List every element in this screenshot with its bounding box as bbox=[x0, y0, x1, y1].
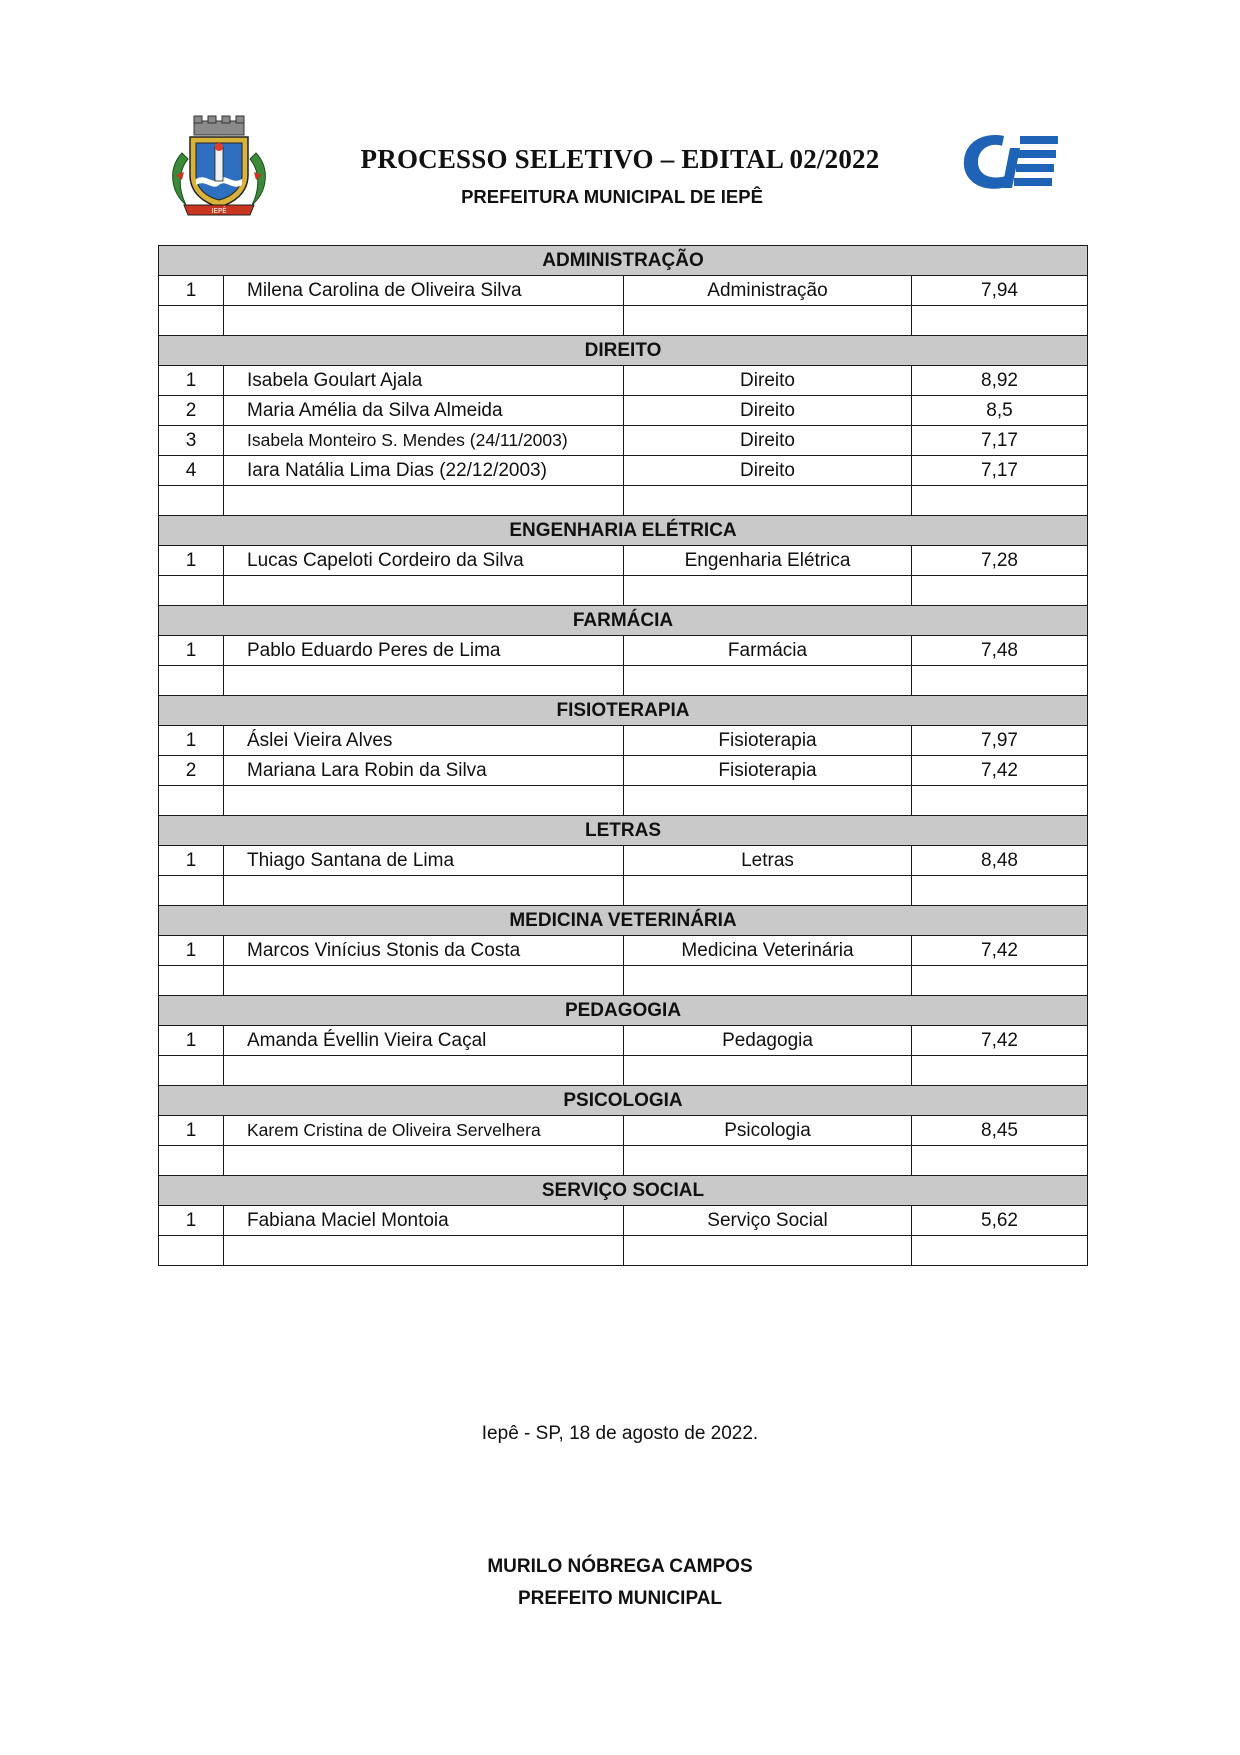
score-cell: 7,97 bbox=[912, 726, 1088, 756]
crest-ribbon-text: IEPÊ bbox=[211, 207, 227, 215]
course-cell: Direito bbox=[624, 366, 912, 396]
section-title: PSICOLOGIA bbox=[159, 1086, 1088, 1116]
name-cell: Thiago Santana de Lima bbox=[224, 846, 624, 876]
empty-cell bbox=[224, 876, 624, 906]
rank-cell: 2 bbox=[159, 756, 224, 786]
empty-cell bbox=[159, 576, 224, 606]
empty-cell bbox=[224, 1056, 624, 1086]
section-title: ENGENHARIA ELÉTRICA bbox=[159, 516, 1088, 546]
table-row bbox=[159, 636, 1088, 666]
empty-cell bbox=[224, 786, 624, 816]
empty-cell bbox=[912, 786, 1088, 816]
score-cell: 7,17 bbox=[912, 426, 1088, 456]
rank-cell: 1 bbox=[159, 546, 224, 576]
empty-cell bbox=[912, 966, 1088, 996]
document-subtitle: PREFEITURA MUNICIPAL DE IEPÊ bbox=[461, 186, 763, 207]
empty-cell bbox=[912, 1056, 1088, 1086]
name-cell: Pablo Eduardo Peres de Lima bbox=[224, 636, 624, 666]
table-row bbox=[159, 726, 1088, 756]
name-cell: Áslei Vieira Alves bbox=[224, 726, 624, 756]
cie-logo-text: CiE bbox=[958, 130, 960, 131]
rank-cell: 1 bbox=[159, 276, 224, 306]
section-header-row bbox=[159, 336, 1088, 366]
signatory-role: PREFEITO MUNICIPAL bbox=[517, 1588, 723, 1609]
empty-cell bbox=[912, 1236, 1088, 1266]
section-title: FISIOTERAPIA bbox=[159, 696, 1088, 726]
name-cell: Mariana Lara Robin da Silva bbox=[224, 756, 624, 786]
section-title: SERVIÇO SOCIAL bbox=[159, 1176, 1088, 1206]
rank-cell: 2 bbox=[159, 396, 224, 426]
empty-cell bbox=[224, 486, 624, 516]
empty-cell bbox=[624, 786, 912, 816]
score-cell: 7,28 bbox=[912, 546, 1088, 576]
score-cell: 8,45 bbox=[912, 1116, 1088, 1146]
course-cell: Medicina Veterinária bbox=[624, 936, 912, 966]
empty-cell bbox=[159, 666, 224, 696]
rank-cell: 1 bbox=[159, 366, 224, 396]
empty-cell bbox=[159, 1146, 224, 1176]
empty-cell bbox=[224, 306, 624, 336]
empty-cell bbox=[912, 666, 1088, 696]
course-cell: Farmácia bbox=[624, 636, 912, 666]
name-cell: Milena Carolina de Oliveira Silva bbox=[224, 276, 624, 306]
section-title: LETRAS bbox=[159, 816, 1088, 846]
empty-cell bbox=[159, 306, 224, 336]
section-header-row bbox=[159, 996, 1088, 1026]
score-cell: 7,94 bbox=[912, 276, 1088, 306]
course-cell: Direito bbox=[624, 396, 912, 426]
empty-cell bbox=[159, 1236, 224, 1266]
results-table bbox=[158, 245, 1088, 1266]
empty-row bbox=[159, 486, 1088, 516]
empty-cell bbox=[224, 966, 624, 996]
section-header-row bbox=[159, 1176, 1088, 1206]
empty-cell bbox=[624, 876, 912, 906]
score-cell: 7,42 bbox=[912, 936, 1088, 966]
rank-cell: 3 bbox=[159, 426, 224, 456]
score-cell: 8,48 bbox=[912, 846, 1088, 876]
table-row bbox=[159, 936, 1088, 966]
empty-cell bbox=[224, 1236, 624, 1266]
empty-cell bbox=[624, 576, 912, 606]
empty-cell bbox=[624, 966, 912, 996]
score-cell: 8,92 bbox=[912, 366, 1088, 396]
table-row bbox=[159, 276, 1088, 306]
name-cell: Lucas Capeloti Cordeiro da Silva bbox=[224, 546, 624, 576]
score-cell: 8,5 bbox=[912, 396, 1088, 426]
empty-cell bbox=[912, 576, 1088, 606]
empty-row bbox=[159, 1146, 1088, 1176]
score-cell: 7,48 bbox=[912, 636, 1088, 666]
empty-cell bbox=[159, 876, 224, 906]
table-row bbox=[159, 396, 1088, 426]
course-cell: Fisioterapia bbox=[624, 756, 912, 786]
rank-cell: 4 bbox=[159, 456, 224, 486]
table-row bbox=[159, 1026, 1088, 1056]
results-table-body bbox=[159, 246, 1088, 1266]
course-cell: Psicologia bbox=[624, 1116, 912, 1146]
rank-cell: 1 bbox=[159, 1116, 224, 1146]
name-cell: Maria Amélia da Silva Almeida bbox=[224, 396, 624, 426]
empty-row bbox=[159, 666, 1088, 696]
section-header-row bbox=[159, 246, 1088, 276]
empty-cell bbox=[224, 1146, 624, 1176]
table-row bbox=[159, 546, 1088, 576]
empty-row bbox=[159, 786, 1088, 816]
section-header-row bbox=[159, 906, 1088, 936]
name-cell: Iara Natália Lima Dias (22/12/2003) bbox=[224, 456, 624, 486]
empty-cell bbox=[159, 486, 224, 516]
rank-cell: 1 bbox=[159, 636, 224, 666]
section-header-row bbox=[159, 696, 1088, 726]
table-row bbox=[159, 366, 1088, 396]
section-title: ADMINISTRAÇÃO bbox=[159, 246, 1088, 276]
empty-cell bbox=[624, 666, 912, 696]
course-cell: Serviço Social bbox=[624, 1206, 912, 1236]
empty-cell bbox=[159, 786, 224, 816]
empty-cell bbox=[912, 876, 1088, 906]
empty-cell bbox=[624, 1056, 912, 1086]
empty-row bbox=[159, 306, 1088, 336]
table-row bbox=[159, 1116, 1088, 1146]
name-cell: Fabiana Maciel Montoia bbox=[224, 1206, 624, 1236]
score-cell: 7,42 bbox=[912, 1026, 1088, 1056]
empty-cell bbox=[224, 576, 624, 606]
empty-cell bbox=[912, 486, 1088, 516]
empty-row bbox=[159, 1236, 1088, 1266]
course-cell: Pedagogia bbox=[624, 1026, 912, 1056]
table-row bbox=[159, 426, 1088, 456]
rank-cell: 1 bbox=[159, 1026, 224, 1056]
empty-cell bbox=[159, 1056, 224, 1086]
name-cell: Karem Cristina de Oliveira Servelhera bbox=[224, 1116, 624, 1146]
empty-row bbox=[159, 966, 1088, 996]
course-cell: Direito bbox=[624, 426, 912, 456]
document-title: PROCESSO SELETIVO – EDITAL 02/2022 bbox=[360, 144, 880, 174]
place-date: Iepê - SP, 18 de agosto de 2022. bbox=[481, 1423, 759, 1444]
empty-cell bbox=[912, 306, 1088, 336]
section-title: DIREITO bbox=[159, 336, 1088, 366]
name-cell: Amanda Évellin Vieira Caçal bbox=[224, 1026, 624, 1056]
name-cell: Isabela Monteiro S. Mendes (24/11/2003) bbox=[224, 426, 624, 456]
score-cell: 7,42 bbox=[912, 756, 1088, 786]
empty-cell bbox=[159, 966, 224, 996]
table-row bbox=[159, 846, 1088, 876]
empty-cell bbox=[624, 1146, 912, 1176]
section-header-row bbox=[159, 606, 1088, 636]
section-header-row bbox=[159, 816, 1088, 846]
empty-cell bbox=[624, 1236, 912, 1266]
course-cell: Engenharia Elétrica bbox=[624, 546, 912, 576]
empty-cell bbox=[224, 666, 624, 696]
table-row bbox=[159, 1206, 1088, 1236]
section-header-row bbox=[159, 516, 1088, 546]
empty-row bbox=[159, 1056, 1088, 1086]
score-cell: 5,62 bbox=[912, 1206, 1088, 1236]
empty-row bbox=[159, 576, 1088, 606]
table-row bbox=[159, 456, 1088, 486]
name-cell: Isabela Goulart Ajala bbox=[224, 366, 624, 396]
table-row bbox=[159, 756, 1088, 786]
rank-cell: 1 bbox=[159, 936, 224, 966]
score-cell: 7,17 bbox=[912, 456, 1088, 486]
empty-cell bbox=[624, 306, 912, 336]
course-cell: Direito bbox=[624, 456, 912, 486]
course-cell: Fisioterapia bbox=[624, 726, 912, 756]
section-header-row bbox=[159, 1086, 1088, 1116]
course-cell: Administração bbox=[624, 276, 912, 306]
section-title: MEDICINA VETERINÁRIA bbox=[159, 906, 1088, 936]
section-title: PEDAGOGIA bbox=[159, 996, 1088, 1026]
empty-row bbox=[159, 876, 1088, 906]
section-title: FARMÁCIA bbox=[159, 606, 1088, 636]
signatory-name: MURILO NÓBREGA CAMPOS bbox=[487, 1556, 753, 1577]
rank-cell: 1 bbox=[159, 1206, 224, 1236]
rank-cell: 1 bbox=[159, 726, 224, 756]
empty-cell bbox=[912, 1146, 1088, 1176]
empty-cell bbox=[624, 486, 912, 516]
rank-cell: 1 bbox=[159, 846, 224, 876]
course-cell: Letras bbox=[624, 846, 912, 876]
name-cell: Marcos Vinícius Stonis da Costa bbox=[224, 936, 624, 966]
